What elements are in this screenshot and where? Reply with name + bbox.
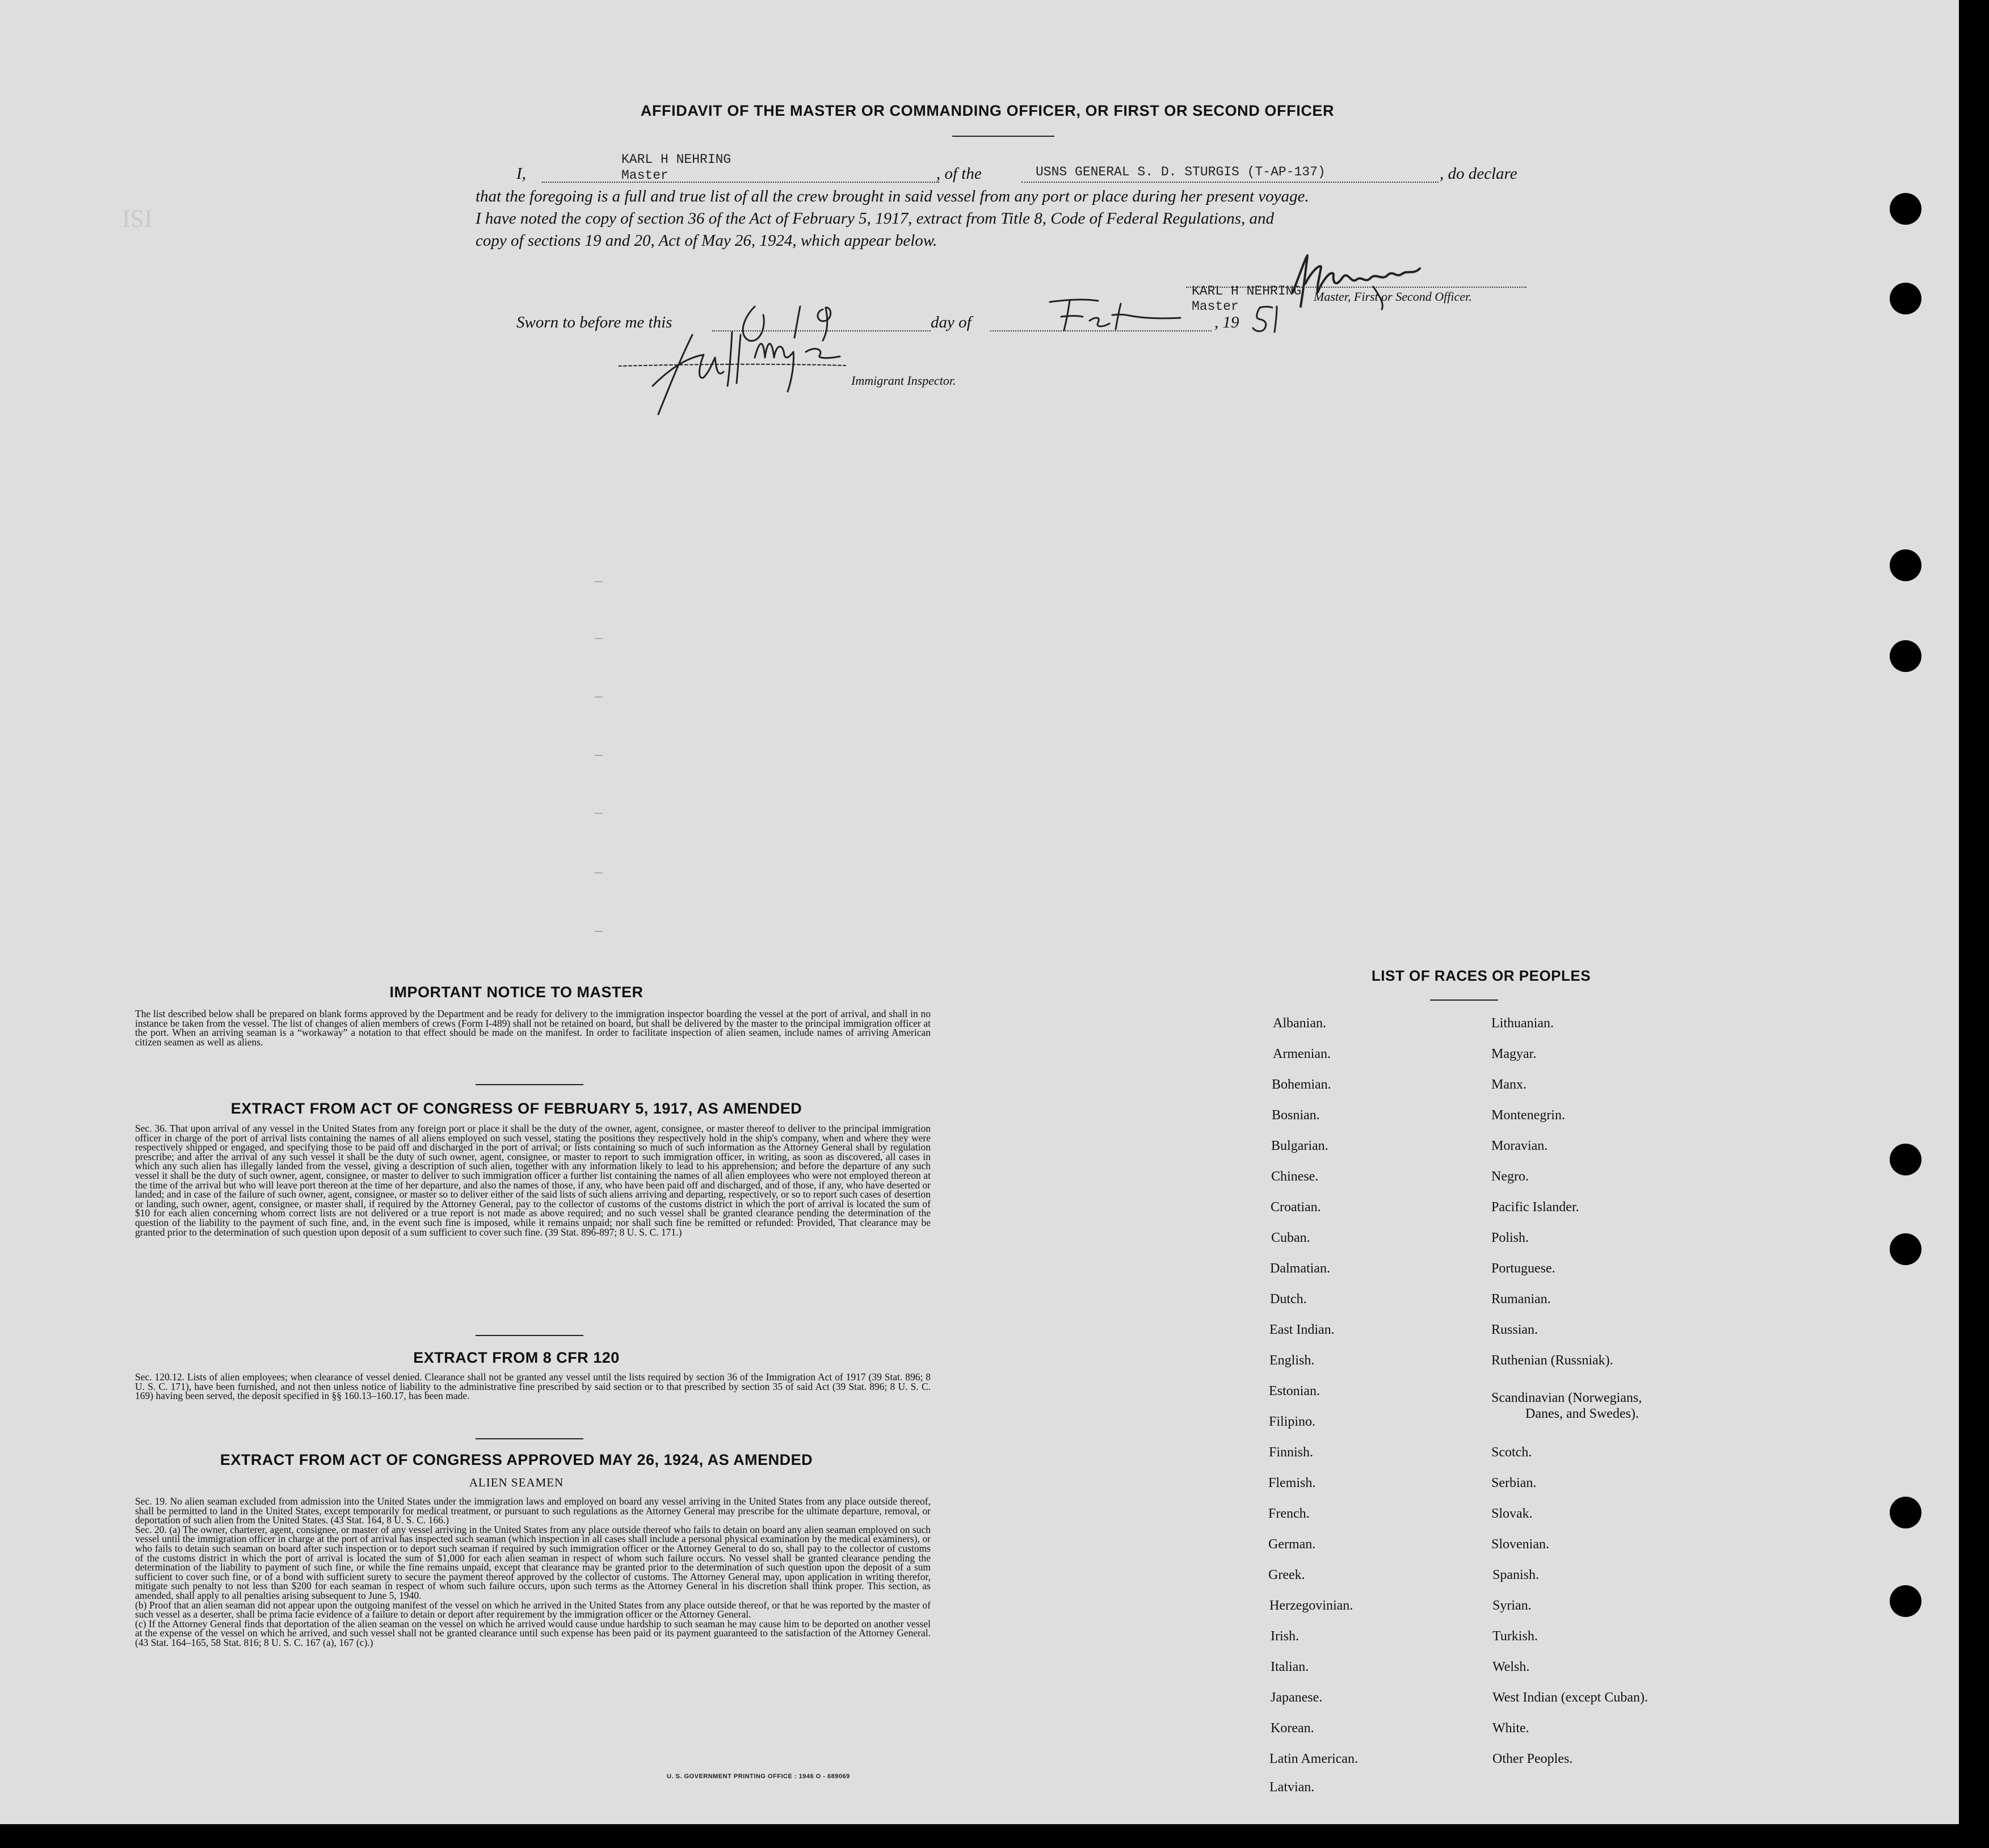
sec-20a-paragraph: Sec. 20. (a) The owner, charterer, agent, consignee, or master of any vessel arriving in the United States from any place outside thereof who fails to detain on board any alien seaman employed on such vessel until the immigration officer in charge at the port of arrival has inspected such seaman (which inspection in all cases shall include a personal physical examination by the medical examiners), or who fails to detain such seaman on board after such inspection or to deport such seaman if required by such immigration officer or the Attorney General to do so, shall pay to the collector of customs of the customs district in which the port of arrival is located the sum of $1,000 for each alien seaman in respect of whom such failure occurs. No vessel shall be granted clearance pending the determination of the liability to payment of such fine, or while the fine remains unpaid, except that clearance may be granted prior to the determination of such question upon the deposit of a sum sufficient to cover such fine, or of a bond with sufficient surety to secure the payment thereof approved by the collector of customs. The Attorney General may, upon application in writing therefor, mitigate such penalty to not less than $200 for each seaman in respect of whom such failure occurs, upon such terms as the Attorney General in his discretion shall think proper. This section, as amended, shall apply to all penalties arising subsequent to June 5, 1940.: [135, 1523, 931, 1601]
notice-heading: IMPORTANT NOTICE TO MASTER: [389, 984, 644, 1001]
punch-hole: [1890, 193, 1921, 225]
extract-1917-text: Sec. 36. That upon arrival of any vessel in the United States from any foreign port or place it shall be the duty of the owner, agent, consignee, or master thereof to deliver to the principal immigration officer in charge of the port of arrival lists containing the names of all aliens employed on such vessel, stating the positions they respectively hold in the ship's company, when and where they were respectively shipped or engaged, and specifying those to be paid off and discharged in the port of arrival; or lists containing so much of such information as the Attorney General shall by regulation prescribe; and after the arrival of any such vessel it shall be the duty of such owner, agent, consignee, or master to report to such immigration officer, in writing, as soon as discovered, all cases in which any such alien has illegally landed from the vessel, giving a description of such alien, together with any information likely to lead to his apprehension; and before the departure of any such vessel it shall be the duty of such owner, agent, consignee, or master to deliver to such immigration officer a further list containing the names of all alien employees who were not employed thereon at the time of the arrival but who will leave port thereon at the time of her departure, and also the names of those, if any, who have been paid off and discharged, and of those, if any, who have deserted or landed; and in case of the failure of such owner, agent, consignee, or master so to deliver either of the said lists of such aliens arriving and departing, respectively, or so to report such cases of desertion or landing, such owner, agent, consignee, or master shall, if required by the Attorney General, pay to the collector of customs of the customs district in which the port of arrival is located the sum of $10 for each alien concerning whom correct lists are not delivered or a true report is not made as above required; and no such vessel shall be granted clearance pending the determination of the question of the liability to the payment of such fine, and, in the event such fine is imposed, while it remains unpaid; nor shall such fine be remitted or refunded: Provided, That clearance may be granted prior to the determination of such question upon deposit of a sum sufficient to cover such fine. (39 Stat. 896-897; 8 U. S. C. 171.): [135, 1123, 931, 1238]
race-item: Montenegrin.: [1491, 1108, 1565, 1123]
extract-1924-heading: EXTRACT FROM ACT OF CONGRESS APPROVED MAY 26, 1924, AS AMENDED: [220, 1451, 813, 1468]
race-item: Japanese.: [1271, 1690, 1323, 1705]
race-item: Bulgarian.: [1271, 1139, 1328, 1153]
race-item: Latvian.: [1269, 1780, 1315, 1795]
race-item: Magyar.: [1491, 1047, 1537, 1061]
race-item: Bohemian.: [1272, 1077, 1331, 1092]
race-item: Bosnian.: [1272, 1108, 1320, 1123]
race-item: Latin American.: [1269, 1752, 1358, 1766]
punch-hole: [1890, 1585, 1921, 1617]
sworn-label: Sworn to before me this: [516, 313, 672, 331]
race-item: Manx.: [1491, 1077, 1527, 1092]
officer-signature-line: [1186, 287, 1527, 288]
race-item: Polish.: [1491, 1230, 1529, 1245]
margin-tick: [595, 872, 603, 873]
i-label: I,: [516, 165, 526, 183]
affidavit-line-4: copy of sections 19 and 20, Act of May 26, 1924, which appear below.: [476, 232, 937, 250]
punch-hole: [1890, 283, 1921, 314]
race-item: West Indian (except Cuban).: [1492, 1690, 1648, 1705]
officer-rank-stamp: Master: [1192, 299, 1239, 314]
race-item: Danes, and Swedes).: [1525, 1406, 1639, 1421]
race-item: Scandinavian (Norwegians,: [1491, 1391, 1642, 1405]
race-item: Korean.: [1271, 1721, 1314, 1736]
race-item: Syrian.: [1492, 1598, 1532, 1613]
master-name-line: [542, 182, 939, 183]
notice-text: The list described below shall be prepared on blank forms approved by the Department and be ready for delivery to the immigration inspector boarding the vessel at the port of arrival, and shall in no instance be taken from the vessel. The list of changes of alien members of crews (Form I-489) shall not be retained on board, but shall be delivered by the master to the principal immigration officer at the port. When an arriving seaman is a “workaway” a notation to that effect should be made on the manifest. In order to facilitate inspection of alien seamen, include names of arriving American citizen seamen as well as aliens.: [135, 1008, 931, 1048]
race-item: French.: [1268, 1506, 1310, 1521]
race-item: Estonian.: [1269, 1384, 1320, 1398]
punch-hole: [1890, 549, 1921, 581]
punch-hole: [1890, 1144, 1921, 1175]
race-item: English.: [1269, 1353, 1315, 1368]
race-item: Slovak.: [1491, 1506, 1533, 1521]
race-item: Other Peoples.: [1492, 1752, 1573, 1766]
race-item: Chinese.: [1271, 1169, 1319, 1184]
title-rule: [952, 136, 1054, 137]
officer-name-stamp: KARL H NEHRING: [1192, 284, 1302, 299]
punch-hole: [1890, 1233, 1921, 1265]
officer-caption: Master, First or Second Officer.: [1314, 289, 1472, 304]
race-item: Flemish.: [1268, 1476, 1316, 1490]
extract-cfr-heading: EXTRACT FROM 8 CFR 120: [413, 1349, 620, 1366]
printer-imprint: U. S. GOVERNMENT PRINTING OFFICE : 1946 O - 689069: [667, 1773, 850, 1780]
extract-cfr-rule: [476, 1438, 583, 1439]
margin-tick: [595, 931, 603, 932]
do-declare-label: , do declare: [1440, 165, 1517, 183]
margin-tick: [595, 813, 603, 814]
margin-tick: [595, 755, 603, 756]
master-rank-stamp: Master: [621, 168, 668, 183]
affidavit-line-2: that the foregoing is a full and true list of all the crew brought in said vessel from any port or place during her present voyage.: [476, 187, 1309, 205]
race-item: Rumanian.: [1491, 1292, 1551, 1307]
extract-1917-heading: EXTRACT FROM ACT OF CONGRESS OF FEBRUARY 5, 1917, AS AMENDED: [230, 1100, 802, 1117]
sworn-year-handwriting: [1248, 301, 1288, 335]
race-item: Pacific Islander.: [1491, 1200, 1579, 1215]
race-item: White.: [1492, 1721, 1529, 1736]
race-item: Albanian.: [1273, 1016, 1326, 1031]
faint-page-mark: ISI: [122, 205, 153, 233]
race-item: Scotch.: [1491, 1445, 1532, 1460]
race-item: Croatian.: [1271, 1200, 1321, 1215]
race-item: Dalmatian.: [1270, 1261, 1330, 1276]
races-rule: [1430, 999, 1498, 1001]
race-item: Welsh.: [1492, 1660, 1530, 1674]
affidavit-line-3: I have noted the copy of section 36 of the Act of February 5, 1917, extract from Title 8, Code of Federal Regulations, and: [476, 209, 1275, 228]
of-the-label: , of the: [936, 165, 982, 183]
year-label: , 19: [1214, 313, 1239, 331]
race-item: Cuban.: [1271, 1230, 1310, 1245]
race-item: Moravian.: [1491, 1139, 1548, 1153]
race-item: Russian.: [1491, 1322, 1538, 1337]
margin-tick: [595, 581, 603, 582]
inspector-caption: Immigrant Inspector.: [851, 373, 956, 388]
race-item: Negro.: [1491, 1169, 1529, 1184]
race-item: German.: [1268, 1537, 1316, 1552]
extract-cfr-text: Sec. 120.12. Lists of alien employees; when clearance of vessel denied. Clearance shall not be granted any vessel until the lists required by section 36 of the Immigration Act of 1917 (39 Stat. 896; 8 U. S. C. 171), have been furnished, and not then unless notice of liability to the administrative fine prescribed by said section or to that prescribed by section 35 of said Act (39 Stat. 896; 8 U. S. C. 169) having been served, the deposit specified in §§ 160.13–160.17, has been made.: [135, 1371, 931, 1402]
race-item: Lithuanian.: [1491, 1016, 1554, 1031]
extract-1924-text: [135, 1497, 931, 1648]
notice-rule: [476, 1084, 583, 1085]
race-item: Ruthenian (Russniak).: [1491, 1353, 1613, 1368]
punch-hole: [1890, 1497, 1921, 1528]
master-signature: [1288, 253, 1436, 315]
races-heading: LIST OF RACES OR PEOPLES: [1371, 967, 1591, 984]
margin-tick: [595, 638, 603, 639]
race-item: Portuguese.: [1491, 1261, 1555, 1276]
vessel-name-line: [1021, 182, 1439, 183]
day-of-label: day of: [931, 313, 972, 331]
alien-seamen-subheading: ALIEN SEAMEN: [469, 1476, 564, 1489]
margin-tick: [595, 696, 603, 698]
inspector-signature: [619, 324, 914, 420]
race-item: Filipino.: [1269, 1414, 1316, 1429]
sec-20b-paragraph: (b) Proof that an alien seaman did not appear upon the outgoing manifest of the vessel on which he arrived in the United States from any place outside thereof, or that he was reported by the master of such vessel as a deserter, shall be prima facie evidence of a failure to detain or deport after requirement by the immigration officer or the Attorney General.: [135, 1599, 931, 1620]
race-item: Finnish.: [1269, 1445, 1314, 1460]
race-item: Italian.: [1271, 1660, 1309, 1674]
master-name-stamp: KARL H NEHRING: [621, 152, 731, 167]
vessel-name-stamp: USNS GENERAL S. D. STURGIS (T-AP-137): [1036, 165, 1326, 179]
race-item: Herzegovinian.: [1269, 1598, 1353, 1613]
punch-hole: [1890, 640, 1921, 672]
race-item: East Indian.: [1269, 1322, 1335, 1337]
race-item: Spanish.: [1492, 1568, 1540, 1582]
race-item: Irish.: [1271, 1629, 1299, 1644]
sworn-month-handwriting: [1044, 289, 1192, 335]
affidavit-title: AFFIDAVIT OF THE MASTER OR COMMANDING OFFICER, OR FIRST OR SECOND OFFICER: [640, 102, 1335, 119]
race-item: Turkish.: [1492, 1629, 1538, 1644]
race-item: Armenian.: [1273, 1047, 1331, 1061]
extract-1917-rule: [476, 1335, 583, 1336]
sec-20c-paragraph: (c) If the Attorney General finds that deportation of the alien seaman on the vessel on which he arrived would cause undue hardship to such seaman he may cause him to be deported on another vessel at the expense of the vessel on which he arrived, and such vessel shall not be granted clearance until such expense has been paid or its payment guaranteed to the satisfaction of the Attorney General. (43 Stat. 164–165, 58 Stat. 816; 8 U. S. C. 167 (a), 167 (c).): [135, 1618, 931, 1648]
race-item: Dutch.: [1270, 1292, 1307, 1307]
race-item: Serbian.: [1491, 1476, 1537, 1490]
sec-19-paragraph: Sec. 19. No alien seaman excluded from admission into the United States under the immigration laws and employed on board any vessel arriving in the United States from any place outside thereof, shall be permitted to land in the United States, except temporarily for medical treatment, or pursuant to such regulations as the Attorney General may prescribe for the ultimate departure, removal, or deportation of such alien from the United States. (43 Stat. 164, 8 U. S. C. 166.): [135, 1496, 931, 1526]
race-item: Slovenian.: [1491, 1537, 1549, 1552]
race-item: Greek.: [1268, 1568, 1305, 1582]
